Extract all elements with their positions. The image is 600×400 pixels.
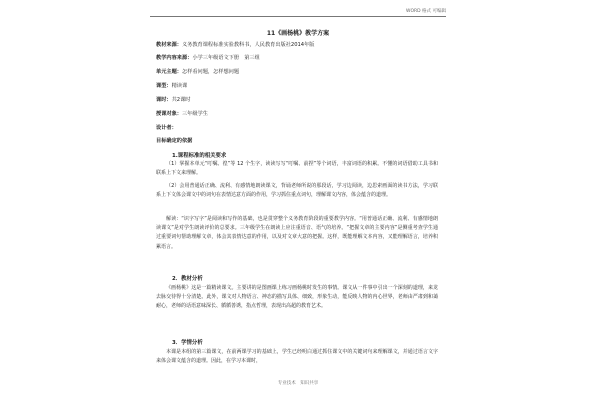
meta-periods: 课时：共2课时 [156, 97, 191, 103]
paragraph-1: （1）掌握本单元“叮嘱、徨”等 12 个生字，读读写写“叮嘱、前捏”等个词语，丰富词语的积累。不懂的词语借助工具书和联系上下文来理解。 [156, 161, 438, 177]
meta-basis-heading: 目标确定的依据 [156, 138, 193, 144]
meta-lesson-type: 课型：精读课 [156, 83, 188, 89]
document-title: 11《画杨桃》教学方案 [266, 30, 330, 37]
meta-content: 教学内容来源：小学三年级语文下册 第三组 [156, 55, 260, 61]
paragraph-4: 《画杨桃》这是一篇精读课文。主要讲的是图画课上练习画杨桃时发生的事情。课文从一件事中引出一个深刻的道理，来龙去脉交待得十分清楚。此外，课文对人物语言、神态的描写具体、细致，形象生动，能反映人物的内心世界，老师由严肃到和蔼耐心，老师的话语意味深长、循循善诱，指点哲理，表现出高超的教育艺术。 [156, 285, 438, 310]
meta-source: 教材来源：义务教育课程标准实验教科书，人民教育出版社2014年版 [156, 42, 315, 48]
paragraph-5: 本课是本组的第三篇课文，在前两课学习的基础上，学生已经明白通过抓住课文中的关键词句来理解课文，并通过语言文字来体会课文蕴含的道理。因此，在学习本课时， [156, 349, 438, 365]
meta-unit-theme: 单元主题：怎样看问题，怎样想问题 [156, 69, 240, 75]
section-heading-1: 1.课程标准的相关要求 [172, 153, 227, 159]
paragraph-2: （2）会用普通话正确、流利、有感情地朗读课文，背诵老师所说的那段话，学习边阅读，边思索画面的读书方法，学习联系上下文体会课文中的词句在表情达意方面的作用，学习抓住重点词句，理解课文内容，体会蕴含的道理。 [156, 183, 438, 199]
meta-audience: 授课对象：三年级学生 [156, 111, 208, 117]
meta-designer: 设计者： [156, 125, 177, 131]
section-heading-2: 2．教材分析 [172, 276, 203, 282]
header-divider [150, 16, 446, 17]
section-heading-3: 3．学情分析 [172, 340, 203, 346]
paragraph-3: 解读：“识字写字”是阅读和写作的基础，也是贯穿整个义务教育阶段的重要教学内容。“用普通话正确、流利、有感情地朗读课文”是对学生朗读评价的总要求。三年级学生在朗读上应注重语音、语气的培养。“把握文章的主要内容”是侧重考查学生通过重要词句帮助理解文章，体会其表情达意的作用，以及对文章大意的把握。这样，既能理解文本内容，又能理解语言，培养积累语言。 [156, 216, 438, 250]
page-header-text: WORD 格式 可编辑 [406, 9, 446, 14]
page-footer-text: 专业技术 知识共享 [277, 381, 319, 386]
document-page [150, 8, 446, 392]
